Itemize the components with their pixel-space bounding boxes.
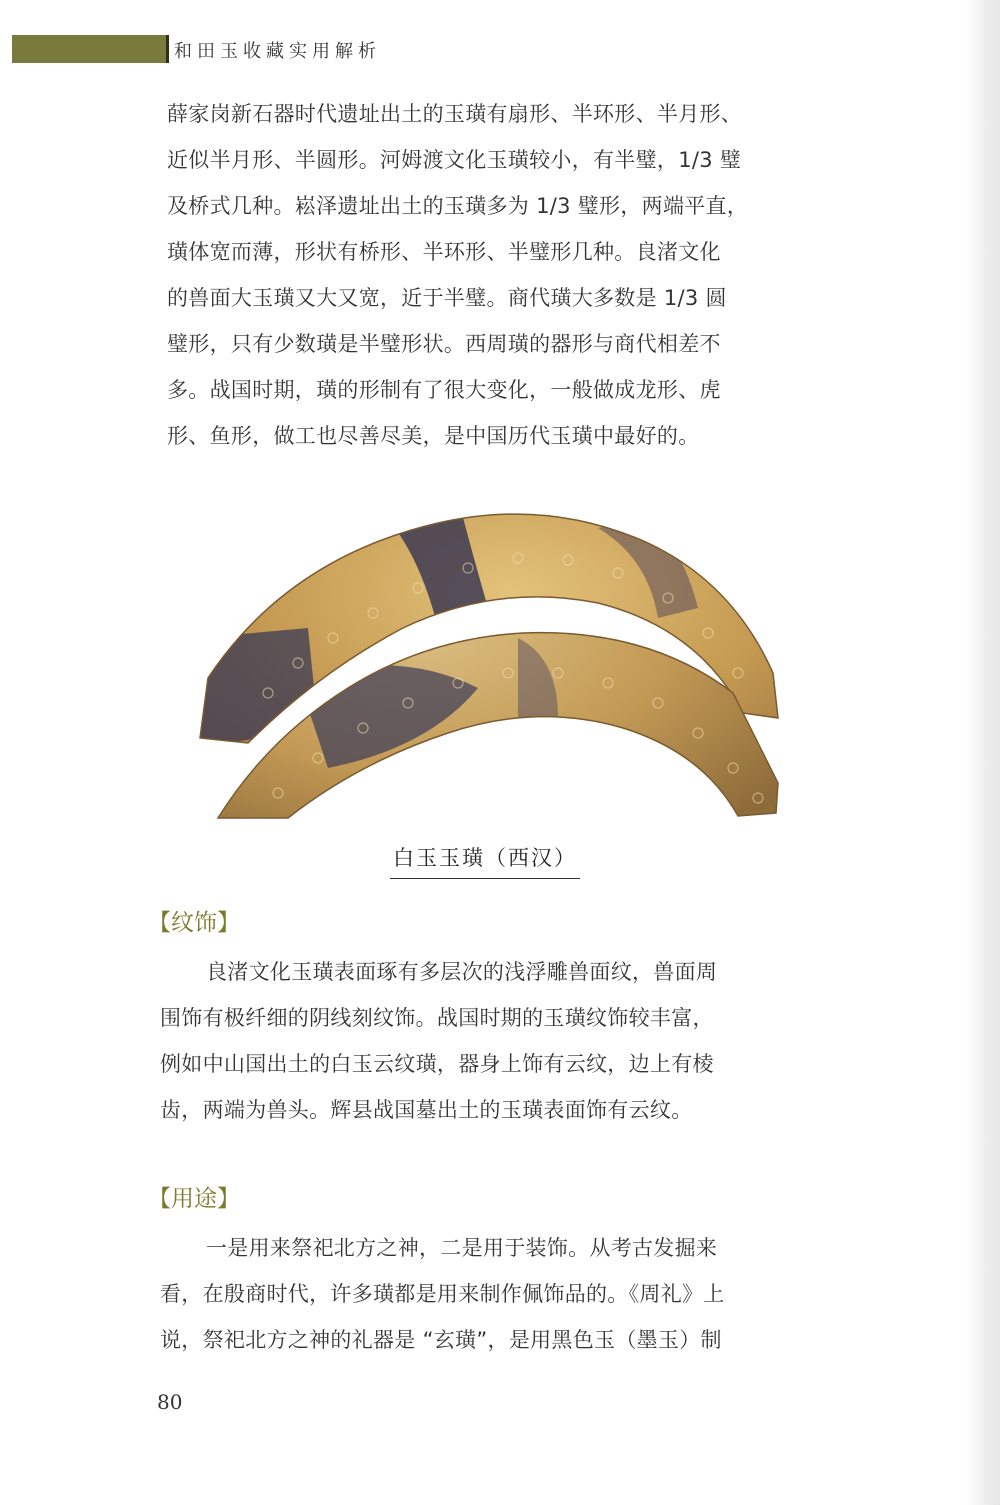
text-line: 的兽面大玉璜又大又宽，近于半璧。商代璜大多数是 1/3 圆 [167,286,727,310]
page-number: 80 [157,1390,183,1414]
header-separator [166,35,169,63]
ornament-paragraph [160,949,717,1133]
section-heading-use: 【用途】 [148,1186,240,1212]
text-line: 近似半月形、半圆形。河姆渡文化玉璜较小，有半璧，1/3 璧 [167,148,742,172]
text-line: 璜体宽而薄，形状有桥形、半环形、半璧形几种。良渚文化 [167,240,721,264]
text-line: 形、鱼形，做工也尽善尽美，是中国历代玉璜中最好的。 [167,424,700,448]
text-line: 一是用来祭祀北方之神，二是用于装饰。从考古发掘来 [206,1236,718,1260]
use-paragraph [160,1225,725,1363]
header-color-bar [12,35,166,63]
figure-caption: 白玉玉璜（西汉） [390,842,580,879]
text-line: 璧形，只有少数璜是半璧形状。西周璜的器形与商代相差不 [167,332,721,356]
running-header-title: 和田玉收藏实用解析 [174,41,381,62]
text-line: 及桥式几种。崧泽遗址出土的玉璜多为 1/3 璧形，两端平直， [167,194,749,218]
jade-huang-photo [178,488,788,833]
text-line: 例如中山国出土的白玉云纹璜，器身上饰有云纹，边上有棱 [160,1052,714,1076]
text-line: 围饰有极纤细的阴线刻纹饰。战国时期的玉璜纹饰较丰富， [160,1006,714,1030]
text-line: 薛家岗新石器时代遗址出土的玉璜有扇形、半环形、半月形、 [167,102,743,126]
text-line: 多。战国时期，璜的形制有了很大变化，一般做成龙形、虎 [167,378,721,402]
text-line: 看，在殷商时代，许多璜都是用来制作佩饰品的。《周礼》上 [160,1282,725,1306]
text-line: 良渚文化玉璜表面琢有多层次的浅浮雕兽面纹，兽面周 [206,960,718,984]
text-line: 说，祭祀北方之神的礼器是 “玄璜”，是用黑色玉（墨玉）制 [160,1328,722,1352]
page-edge-shadow [966,0,1000,1505]
text-line: 齿，两端为兽头。辉县战国墓出土的玉璜表面饰有云纹。 [160,1098,693,1122]
intro-paragraph [167,91,748,459]
section-heading-ornament: 【纹饰】 [148,910,240,936]
